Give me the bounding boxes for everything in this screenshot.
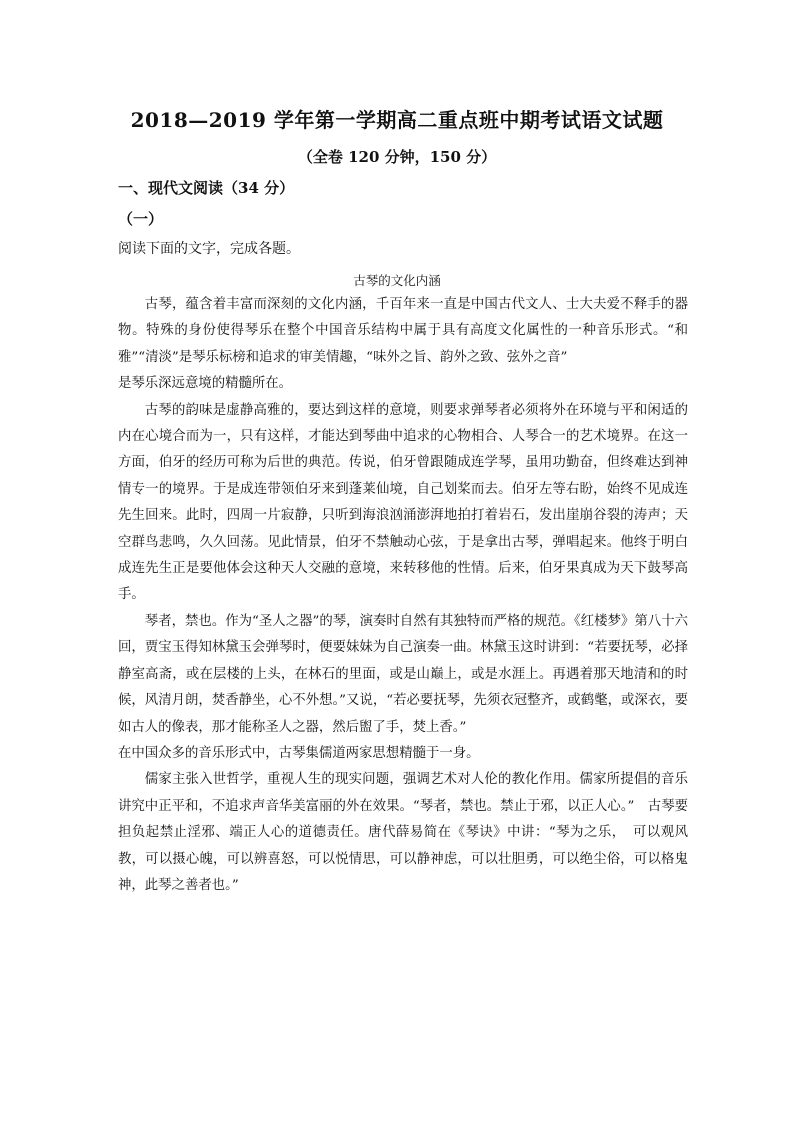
article-paragraph: 琴者，禁也。作为“圣人之器”的琴，演奏时自然有其独特而严格的规范。《红楼梦》第八十六回，贾宝玉得知林黛玉会弹琴时，便要妹妹为自己演奏一曲。林黛玉这时讲到：“若要抚琴，必择静室高斋，或在层楼的上头，在林石的里面，或是山巅上，或是水涯上。再遇着那天地清和的时候，风清月朗，焚香静坐，心不外想。”又说，“若必要抚琴，先须衣冠整齐，或鹤氅，或深衣，要如古人的像表，那才能称圣人之器，然后盥了手，焚上香。” (118, 613, 688, 735)
exam-subtitle: （全卷 120 分钟，150 分） (297, 148, 497, 166)
section-heading: 一、现代文阅读（34 分） (118, 179, 295, 197)
article-paragraph: 儒家主张入世哲学，重视人生的现实问题，强调艺术对人伦的教化作用。儒家所提倡的音乐讲究中正平和，不追求声音华美富丽的外在效果。“琴者，禁也。禁止于邪，以正人心。” 古琴要担负起禁止淫邪、端正人心的道德责任。唐代薛易简在《琴诀》中讲：“琴为之乐， 可以观风教，可以摄心魄，可以辨喜怒，可以悦情思，可以静神虑，可以壮胆勇，可以绝尘俗，可以格鬼神，此琴之善者也。” (118, 772, 688, 893)
reading-instruction: 阅读下面的文字，完成各题。 (118, 241, 300, 257)
exam-title: 2018—2019 学年第一学期高二重点班中期考试语文试题 (130, 108, 664, 132)
article-paragraph: 古琴，蕴含着丰富而深刻的文化内涵，千百年来一直是中国古代文人、士大夫爱不释手的器物。特殊的身份使得琴乐在整个中国音乐结构中属于具有高度文化属性的一种音乐形式。“和雅”“清淡”是琴乐标榜和追求的审美情趣，“味外之旨、韵外之致、弦外之音” (118, 297, 688, 365)
article-paragraph: 在中国众多的音乐形式中，古琴集儒道两家思想精髓于一身。 (118, 745, 480, 761)
article-body (118, 292, 688, 899)
subsection-heading: （一） (118, 210, 164, 228)
article-paragraph: 是琴乐深远意境的精髓所在。 (118, 376, 293, 392)
article-paragraph: 古琴的韵味是虚静高雅的，要达到这样的意境，则要求弹琴者必须将外在环境与平和闲适的内在心境合而为一，只有这样，才能达到琴曲中追求的心物相合、人琴合一的艺术境界。在这一方面，伯牙的经历可称为后世的典范。传说，伯牙曾跟随成连学琴，虽用功勤奋，但终难达到神情专一的境界。于是成连带领伯牙来到蓬莱仙境，自己划桨而去。伯牙左等右盼，始终不见成连先生回来。此时，四周一片寂静，只听到海浪汹涌澎湃地拍打着岩石，发出崖崩谷裂的涛声；天空群鸟悲鸣，久久回荡。见此情景，伯牙不禁触动心弦，于是拿出古琴，弹唱起来。他终于明白成连先生正是要他体会这种天人交融的意境，来转移他的性情。后来，伯牙果真成为天下鼓琴高手。 (118, 402, 688, 603)
article-title: 古琴的文化内涵 (353, 273, 441, 288)
